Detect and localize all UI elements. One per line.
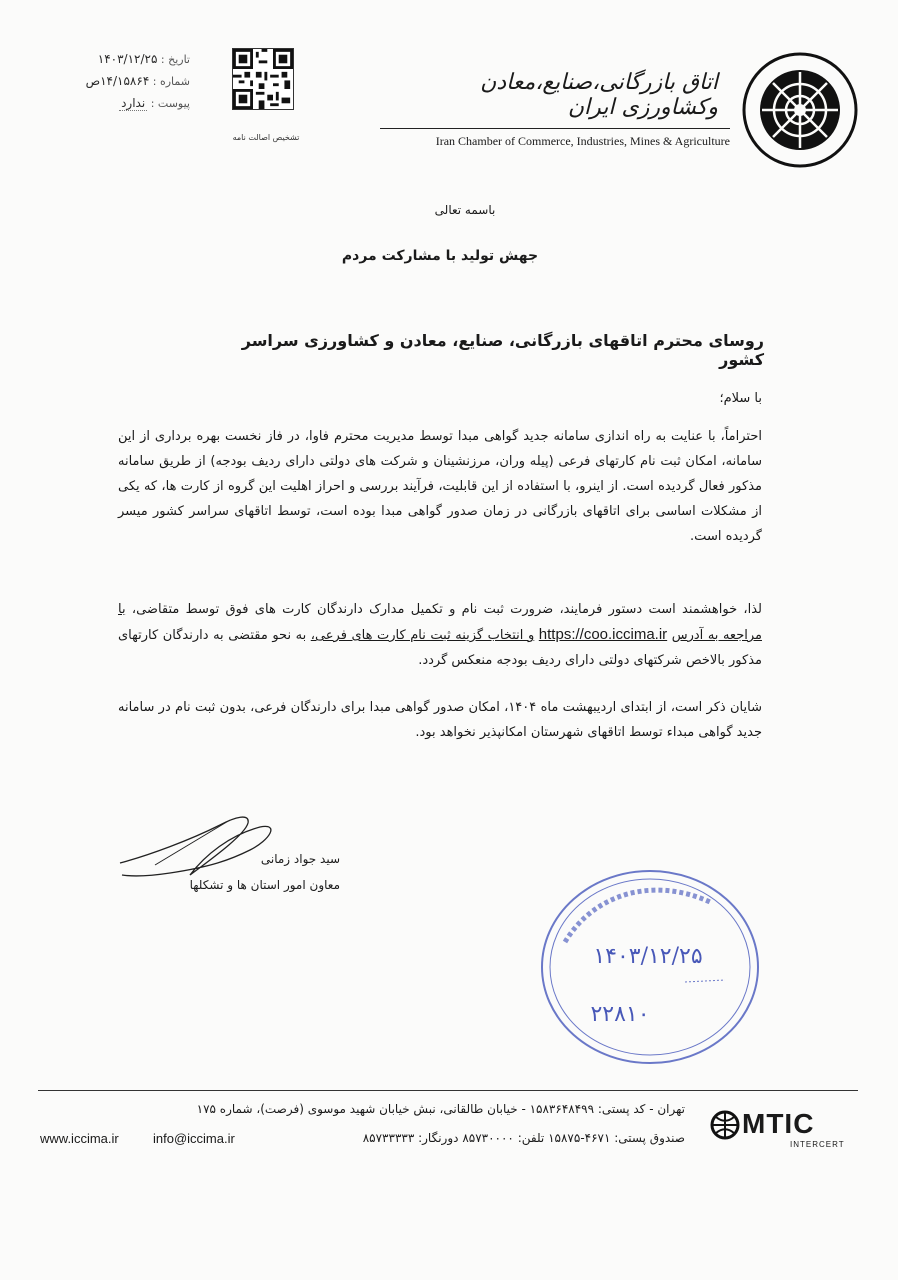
number-row bbox=[40, 70, 190, 92]
recipient: روسای محترم اتاقهای بازرگانی، صنایع، معادن و کشاورزی سراسر کشور bbox=[241, 331, 764, 369]
paragraph-1: احتراماً، با عنایت به راه اندازی سامانه جدید گواهی مبدا توسط مدیریت محترم فاوا، در فاز نخست بهره برداری از این سامانه، امکان ثبت نام کارتهای فرعی (پیله وران، مرزنشینان و شرکت های دولتی دارای ردیف بودجه) از طریق سامانه مذکور فعال گردیده است. از اینرو، با استفاده از این قابلیت، فرآیند بررسی و احراز اهلیت این گروه از کارت ها، که یکی از مشکلات اساسی برای اتاقهای بازرگانی در زمان صدور گواهی مبدا بوده است، توسط اتاقهای سراسر کشور میسر گردیده است. bbox=[118, 429, 762, 544]
registration-url-link[interactable]: https://coo.iccima.ir bbox=[538, 626, 668, 643]
invocation: باسمه تعالی bbox=[434, 203, 496, 217]
attachment-value: ندارد bbox=[121, 96, 146, 110]
letter-meta bbox=[40, 48, 190, 114]
footer-contact: صندوق پستی: ۴۶۷۱-۱۵۸۷۵ تلفن: ۸۵۷۳۰۰۰۰ دورنگار: ۸۵۷۳۳۳۳۳ bbox=[362, 1131, 685, 1145]
chamber-name-fa: اتاق بازرگانی،صنایع،معادن وکشاورزی ایران bbox=[480, 70, 718, 120]
signatory-name: سید جواد زمانی bbox=[260, 852, 340, 866]
qr-code-icon[interactable] bbox=[232, 48, 294, 110]
greeting: با سلام؛ bbox=[719, 391, 762, 406]
paragraph-3: شایان ذکر است، از ابتدای اردیبهشت ماه ۱۴۰۴، امکان صدور گواهی مبدا برای دارندگان فرعی، بدون ثبت نام در سامانه جدید گواهی مبداء توسط اتاقهای شهرستان امکانپذیر نخواهد بود. bbox=[118, 700, 762, 740]
mtic-cert-logo bbox=[710, 1108, 850, 1160]
stamp-number: ۲۲۸۱۰ bbox=[590, 1002, 650, 1027]
stamp-date: ۱۴۰۳/۱۲/۲۵ bbox=[593, 944, 703, 969]
paragraph-2-start: لذا، خواهشمند است دستور فرمایند، ضرورت ثبت نام و تکمیل مدارک دارندگان کارت های فوق توسط متقاضی، bbox=[125, 602, 762, 617]
chamber-name-en: Iran Chamber of Commerce, Industries, Mines & Agriculture bbox=[435, 134, 730, 148]
footer-divider bbox=[38, 1090, 858, 1091]
date-row bbox=[40, 48, 190, 70]
attachment-label: پیوست : bbox=[150, 97, 190, 110]
date-label: تاریخ : bbox=[160, 53, 190, 66]
attachment-row bbox=[40, 92, 190, 114]
mtic-sub: INTERCERT bbox=[790, 1140, 845, 1149]
paragraph-2-link-post: و انتخاب گزینه ثبت نام کارت های فرعی، bbox=[310, 628, 535, 643]
mtic-brand: MTIC bbox=[742, 1108, 815, 1139]
paragraph-2-link-pre: با مراجعه به آدرس bbox=[118, 602, 762, 643]
footer-website-link[interactable]: www.iccima.ir bbox=[40, 1131, 119, 1146]
date-value: ۱۴۰۳/۱۲/۲۵ bbox=[97, 52, 158, 66]
chamber-logo-icon bbox=[740, 50, 860, 170]
globe-icon bbox=[710, 1110, 740, 1140]
number-value: ۱۴/۱۵۸۶۴ص bbox=[85, 74, 150, 88]
number-label: شماره : bbox=[152, 75, 190, 88]
paragraph-2 bbox=[118, 597, 762, 673]
header-divider bbox=[380, 128, 730, 129]
qr-caption: تشخیص اصالت نامه bbox=[232, 133, 300, 142]
signatory-title: معاون امور استان ها و تشکلها bbox=[189, 878, 340, 892]
footer-email-link[interactable]: info@iccima.ir bbox=[153, 1131, 235, 1146]
slogan: جهش تولید با مشارکت مردم bbox=[341, 248, 539, 264]
footer-address: تهران - کد پستی: ۱۵۸۳۶۴۸۴۹۹ - خیابان طالقانی، نبش خیابان شهید موسوی (فرصت)، شماره ۱۷۵ bbox=[196, 1102, 685, 1116]
paragraph-2-end: به نحو مقتضی به دارندگان کارتهای مذکور بالاخص شرکتهای دولتی دارای ردیف بودجه منعکس گردد. bbox=[118, 628, 762, 668]
